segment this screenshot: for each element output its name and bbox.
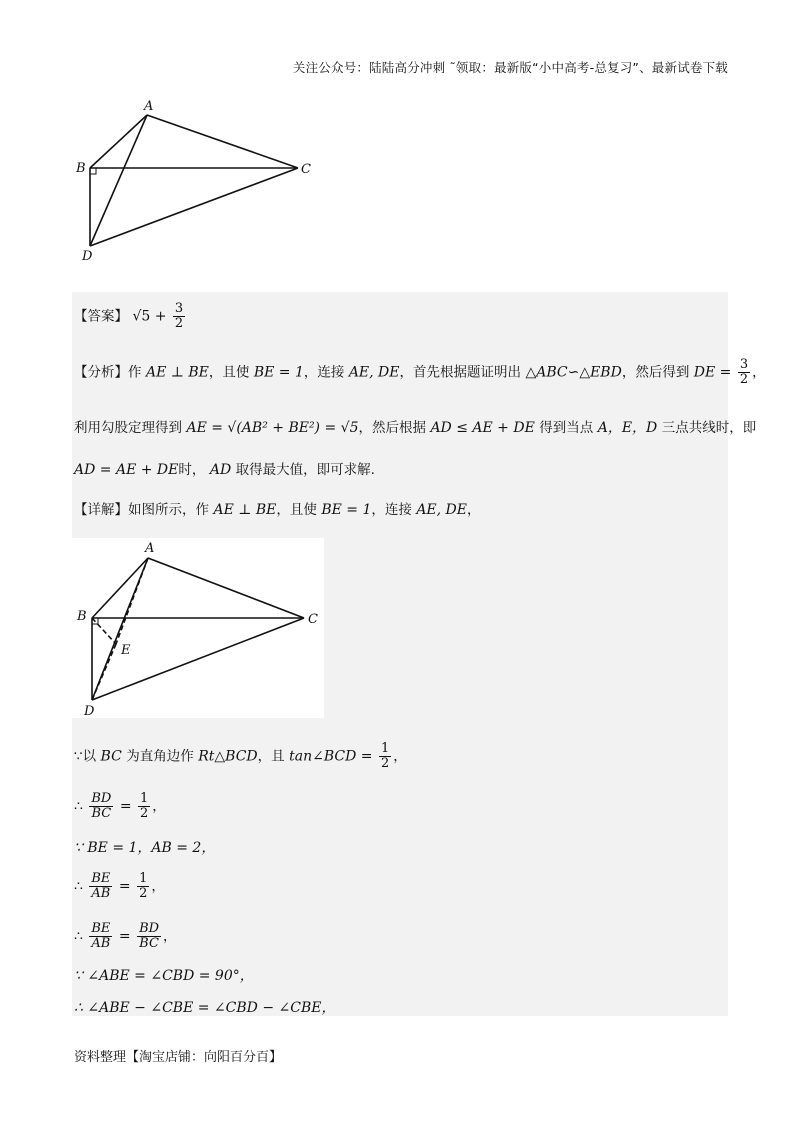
step-1: ∵以 BC 为直角边作 Rt△BCD，且 tan∠BCD = $\frac{1}{2}$ ， [74,741,407,771]
step-6: ∵ ∠ABE = ∠CBD = 90°， [74,968,254,984]
right-angle-mark [90,168,96,174]
label-b: B [76,161,86,176]
detail-label: 【详解】 [74,502,128,518]
figure-construction [72,538,324,718]
answer-line [74,302,187,331]
de-fraction: $\frac{3}{2}$ [739,357,749,387]
segment-dc [90,168,298,246]
label-d-2: D [84,704,95,718]
label-a-2: A [145,541,155,556]
answer-fraction: $\frac{3}{2}$ [174,301,184,331]
detail-line-1: 【详解】如图所示，作 AE ⊥ BE，且使 BE = 1，连接 AE, DE， [74,502,481,518]
step-2: ∴ $\frac{BD}{BC}$ = $\frac{1}{2}$ ， [74,791,166,821]
answer-plus: + [154,308,167,325]
analysis-line-3: AD = AE + DE时， AD 取得最大值，即可求解. [74,462,375,478]
page-footer: 资料整理【淘宝店铺：向阳百分百】 [74,1050,283,1065]
label-c: C [301,162,311,177]
segment-ab [90,115,147,168]
analysis-line-1: 【分析】作 AE ⊥ BE，且使 BE = 1，连接 AE, DE，首先根据题证明出 △ABC∽△EBD，然后得到 DE = $\frac{3}{2}$ ， [74,357,766,387]
step-4: ∴ $\frac{BE}{AB}$ = $\frac{1}{2}$ ， [74,871,165,901]
label-c-2: C [308,612,318,627]
tan-fraction: $\frac{1}{2}$ [380,741,390,771]
segment-ad [90,115,147,246]
answer-label: 【答案】 [74,308,128,325]
label-d: D [82,249,93,264]
step-3: ∵ BE = 1，AB = 2， [74,840,216,856]
figure-triangle-abcd [72,96,332,266]
page-header: 关注公众号：陆陆高分冲刺 ˜领取：最新版“小中高考-总复习”、最新试卷下载 [292,60,728,75]
segment-ac [147,115,298,168]
step-5: ∴ $\frac{BE}{AB}$ = $\frac{BD}{BC}$ ， [74,921,177,951]
answer-sqrt: √5 [132,308,151,325]
label-a: A [144,99,154,114]
analysis-label: 【分析】 [74,364,128,381]
analysis-line-2: 利用勾股定理得到 AE = √(AB² + BE²) = √5，然后根据 AD ≤ AE + DE 得到当点 A，E，D 三点共线时，即 [74,420,757,436]
step-7: ∴ ∠ABE − ∠CBE = ∠CBD − ∠CBE， [74,1000,336,1016]
label-e-2: E [121,643,131,658]
label-b-2: B [77,609,87,624]
